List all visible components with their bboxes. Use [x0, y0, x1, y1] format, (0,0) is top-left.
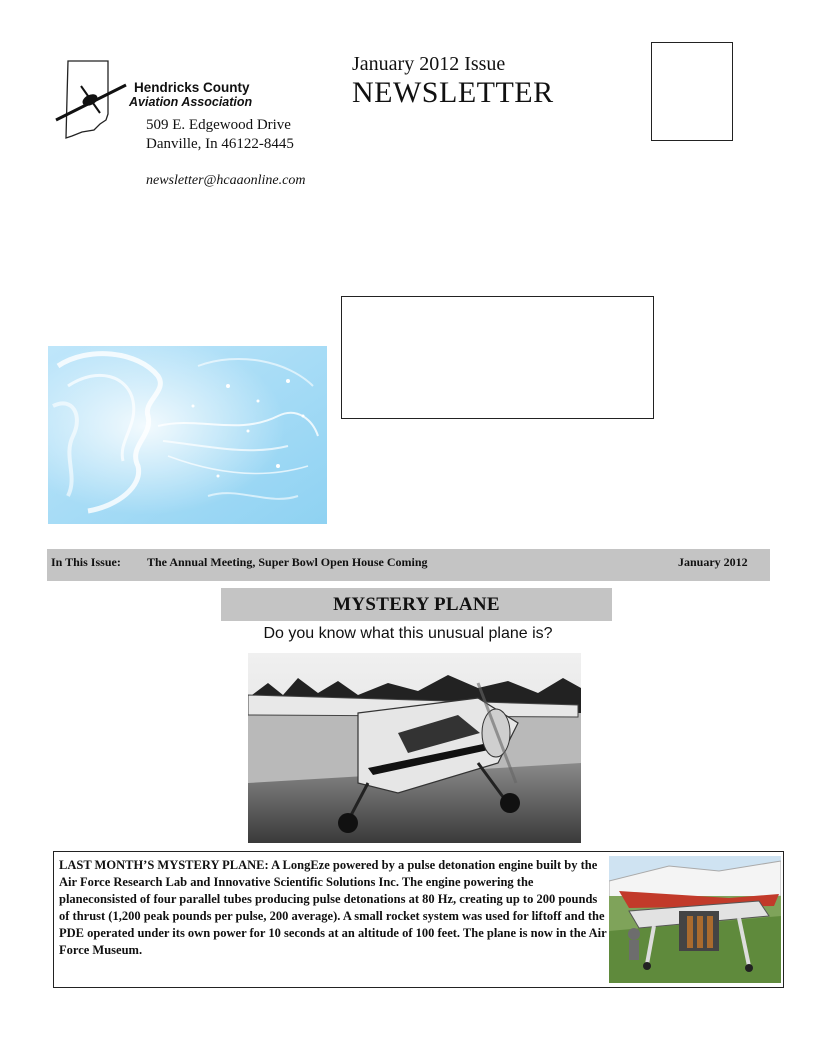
address-street: 509 E. Edgewood Drive	[146, 117, 291, 133]
in-this-issue-bar	[47, 549, 770, 581]
issue-date: January 2012 Issue	[352, 53, 506, 75]
mystery-plane-heading: MYSTERY PLANE	[221, 588, 612, 621]
empty-frame-center	[341, 296, 654, 419]
in-this-issue-topics: The Annual Meeting, Super Bowl Open House Coming	[147, 555, 428, 569]
mystery-plane-question: Do you know what this unusual plane is?	[263, 625, 553, 642]
winter-wind-illustration	[48, 346, 327, 524]
logo-name-line1: Hendricks County	[134, 80, 250, 95]
hcaa-logo	[54, 58, 254, 148]
last-month-answer-text: LAST MONTH’S MYSTERY PLANE: A LongEze powered by a pulse detonation engine built by the Air Force Research Lab and Innovative Scientific Solutions Inc. The engine powering the planeconsisted of four parallel tubes producing pulse detonations at 80 Hz, creating up to 200 pounds of thrust (1,200 peak pounds per pulse, 200 average). A small rocket system was used for liftoff and the PDE operated under its own power for 10 seconds at an altitude of 100 feet. The plane is now in the Air Force Museum.	[59, 858, 607, 957]
mystery-plane-photo	[248, 653, 581, 843]
in-this-issue-date: January 2012	[678, 555, 748, 569]
newsletter-email[interactable]: newsletter@hcaaonline.com	[146, 173, 306, 188]
address-city: Danville, In 46122-8445	[146, 136, 294, 152]
in-this-issue-label: In This Issue:	[51, 555, 121, 569]
longeze-photo	[609, 856, 781, 983]
empty-frame-top-right	[651, 42, 733, 141]
masthead-title: NEWSLETTER	[352, 76, 554, 109]
logo-name-line2: Aviation Association	[129, 95, 253, 109]
